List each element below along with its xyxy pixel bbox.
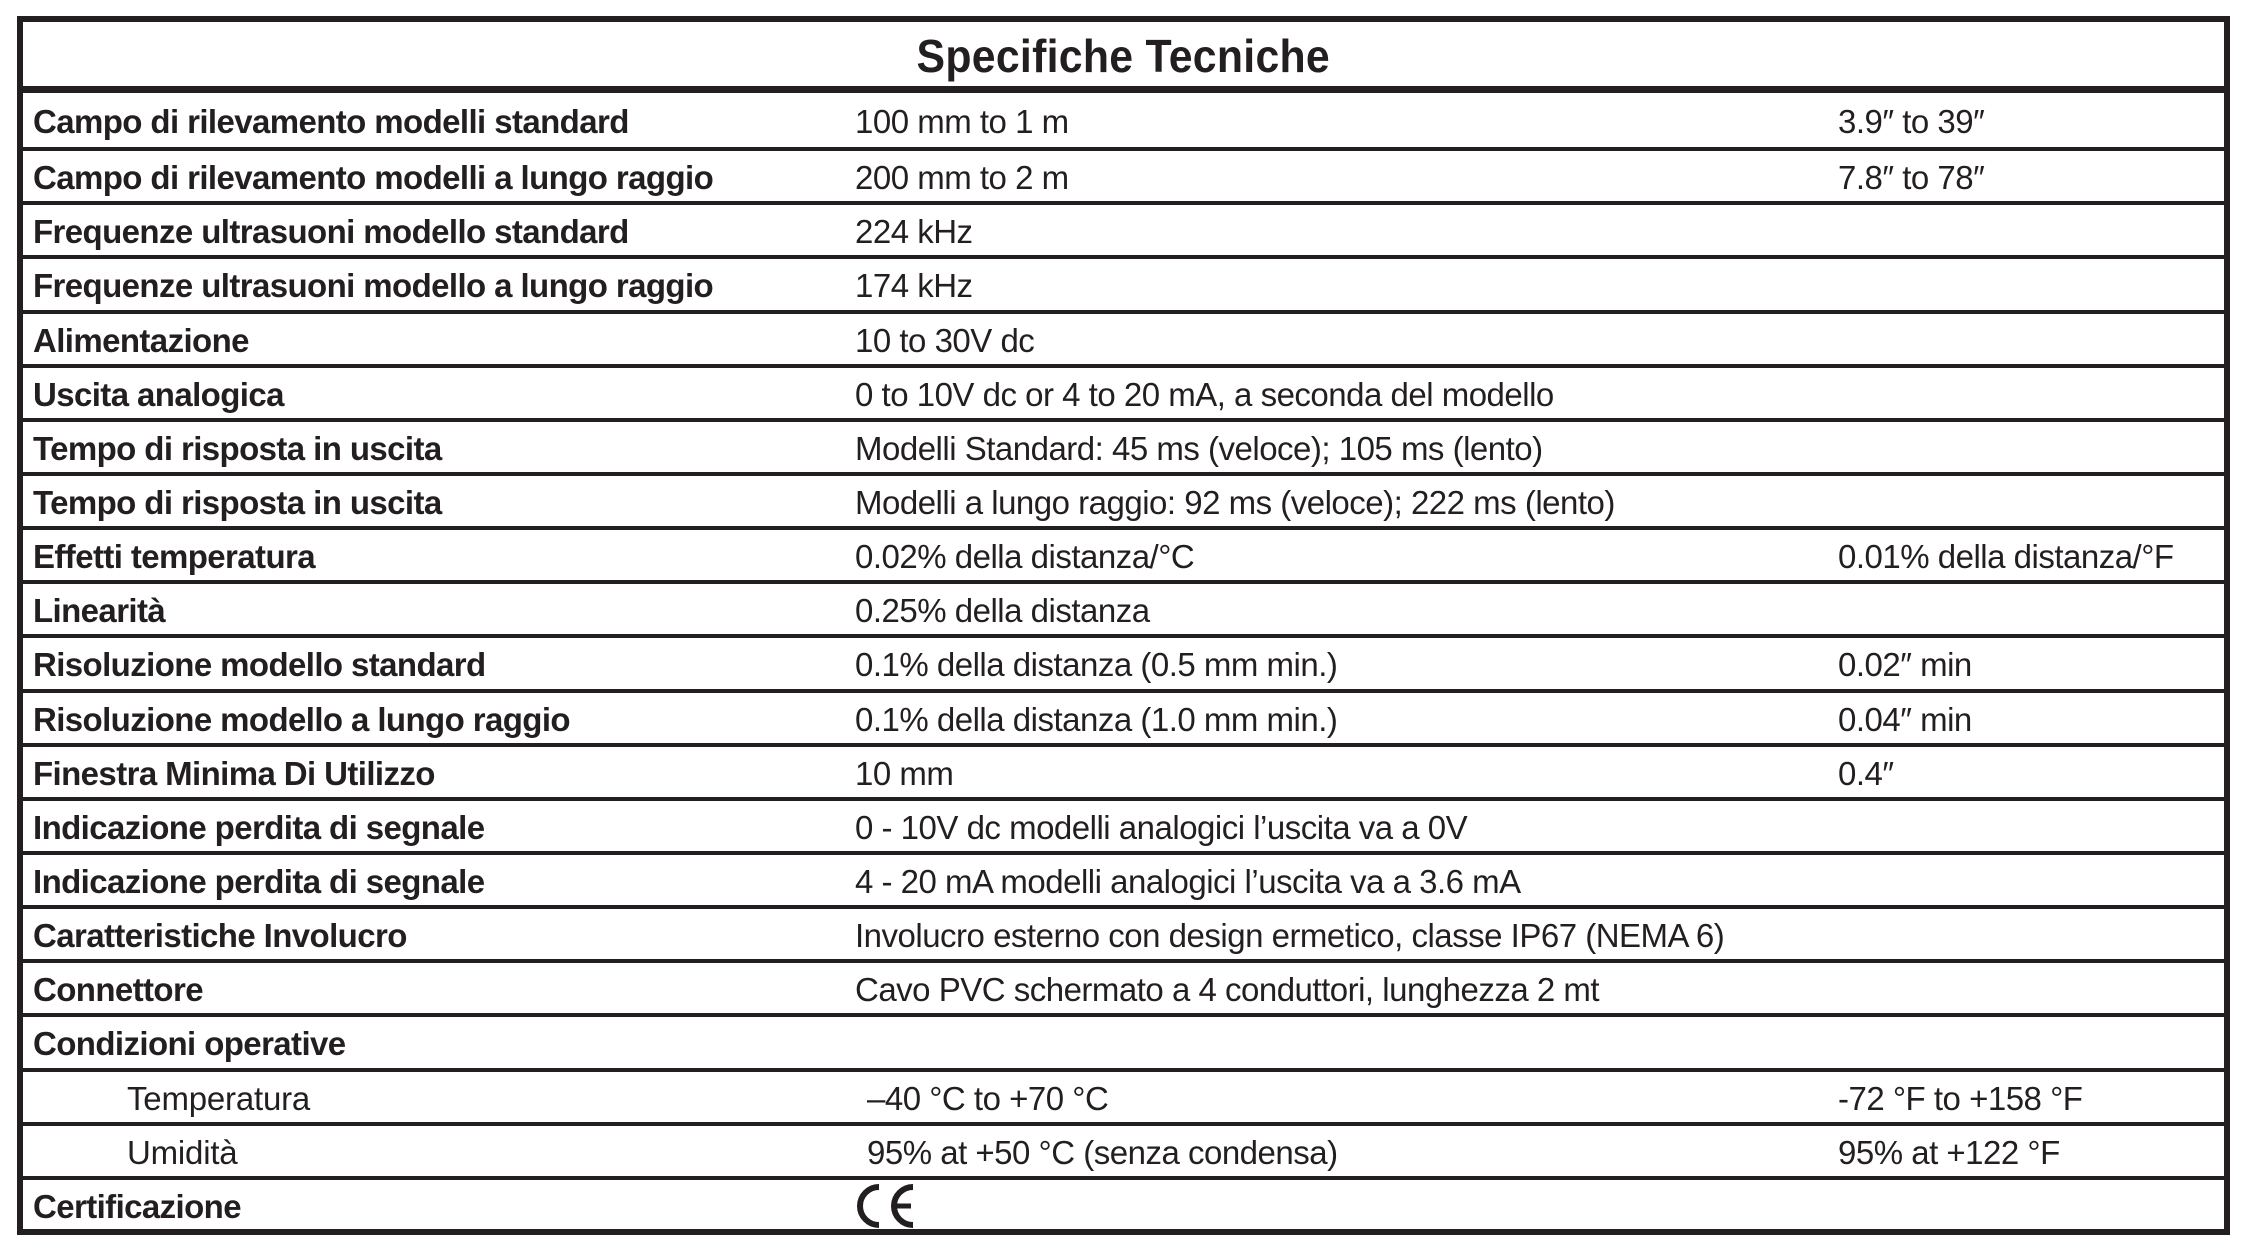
spec-row: [23, 797, 2224, 851]
spec-value: –40 °C to +70 °C: [867, 1079, 1109, 1117]
spec-row: [23, 526, 2224, 580]
spec-label: Risoluzione modello standard: [33, 646, 486, 684]
spec-value: 10 to 30V dc: [855, 321, 1035, 359]
spec-row: [23, 310, 2224, 364]
spec-table: [17, 16, 2230, 1235]
spec-label: Connettore: [33, 971, 203, 1009]
spec-label: Certificazione: [33, 1187, 241, 1225]
spec-row: [23, 959, 2224, 1013]
spec-value-imperial: 7.8″ to 78″: [1838, 159, 1985, 197]
spec-value-imperial: 0.02″ min: [1838, 646, 1972, 684]
spec-label: Risoluzione modello a lungo raggio: [33, 700, 570, 738]
spec-row: [23, 1068, 2224, 1122]
spec-row: [23, 472, 2224, 526]
spec-label: Indicazione perdita di segnale: [33, 863, 485, 901]
spec-value-imperial: 0.04″ min: [1838, 700, 1972, 738]
spec-row: [23, 580, 2224, 634]
spec-value: 100 mm to 1 m: [855, 103, 1069, 141]
spec-value: 0 to 10V dc or 4 to 20 mA, a seconda del modello: [855, 375, 1554, 413]
spec-row: [23, 743, 2224, 797]
spec-row: [23, 905, 2224, 959]
spec-value: Cavo PVC schermato a 4 conduttori, lunghezza 2 mt: [855, 971, 1600, 1009]
spec-row: [23, 201, 2224, 255]
title-row: [23, 22, 2224, 93]
spec-label: Uscita analogica: [33, 375, 284, 413]
spec-row: [23, 1176, 2224, 1230]
spec-value: Involucro esterno con design ermetico, classe IP67 (NEMA 6): [855, 917, 1725, 955]
spec-row: [23, 634, 2224, 688]
spec-label: Effetti temperatura: [33, 538, 315, 576]
spec-value: 0 - 10V dc modelli analogici l’uscita va a 0V: [855, 808, 1468, 846]
spec-label: Indicazione perdita di segnale: [33, 808, 485, 846]
spec-row: [23, 1013, 2224, 1067]
spec-label: Temperatura: [127, 1079, 311, 1117]
spec-row: [23, 418, 2224, 472]
spec-row: [23, 93, 2224, 147]
spec-label: Caratteristiche Involucro: [33, 917, 407, 955]
spec-label: Frequenze ultrasuoni modello standard: [33, 213, 629, 251]
spec-label: Linearità: [33, 592, 166, 630]
spec-row: [23, 255, 2224, 309]
spec-value: 0.1% della distanza (1.0 mm min.): [855, 700, 1338, 738]
table-title: Specifiche Tecniche: [916, 30, 1331, 82]
spec-value: Modelli Standard: 45 ms (veloce); 105 ms (lento): [855, 429, 1543, 467]
spec-value: 0.25% della distanza: [855, 592, 1150, 630]
spec-value: 10 mm: [855, 754, 954, 792]
spec-label: Alimentazione: [33, 321, 249, 359]
spec-label: Condizioni operative: [33, 1025, 346, 1063]
spec-value: 0.02% della distanza/°C: [855, 538, 1195, 576]
spec-label: Campo di rilevamento modelli standard: [33, 103, 629, 141]
spec-row: [23, 851, 2224, 905]
spec-rows: [23, 93, 2224, 1229]
spec-value-imperial: 3.9″ to 39″: [1838, 103, 1985, 141]
spec-value: 224 kHz: [855, 213, 973, 251]
spec-row: [23, 364, 2224, 418]
spec-label: Campo di rilevamento modelli a lungo raggio: [33, 159, 714, 197]
spec-row: [23, 1122, 2224, 1176]
spec-label: Tempo di risposta in uscita: [33, 429, 442, 467]
spec-label: Frequenze ultrasuoni modello a lungo raggio: [33, 267, 714, 305]
ce-mark-icon: [855, 1184, 915, 1228]
spec-value: 0.1% della distanza (0.5 mm min.): [855, 646, 1338, 684]
spec-value-imperial: 0.4″: [1838, 754, 1894, 792]
spec-row: [23, 147, 2224, 201]
spec-value: 95% at +50 °C (senza condensa): [867, 1133, 1338, 1171]
spec-value: 4 - 20 mA modelli analogici l’uscita va a 3.6 mA: [855, 863, 1521, 901]
spec-value-imperial: 95% at +122 °F: [1838, 1133, 2060, 1171]
spec-value-imperial: 0.01% della distanza/°F: [1838, 538, 2174, 576]
spec-value: Modelli a lungo raggio: 92 ms (veloce); 222 ms (lento): [855, 484, 1615, 522]
spec-label: Tempo di risposta in uscita: [33, 484, 442, 522]
spec-label: Finestra Minima Di Utilizzo: [33, 754, 435, 792]
spec-value: 174 kHz: [855, 267, 973, 305]
spec-row: [23, 689, 2224, 743]
spec-value-imperial: -72 °F to +158 °F: [1838, 1079, 2083, 1117]
spec-label: Umidità: [127, 1133, 238, 1171]
spec-value: 200 mm to 2 m: [855, 159, 1069, 197]
